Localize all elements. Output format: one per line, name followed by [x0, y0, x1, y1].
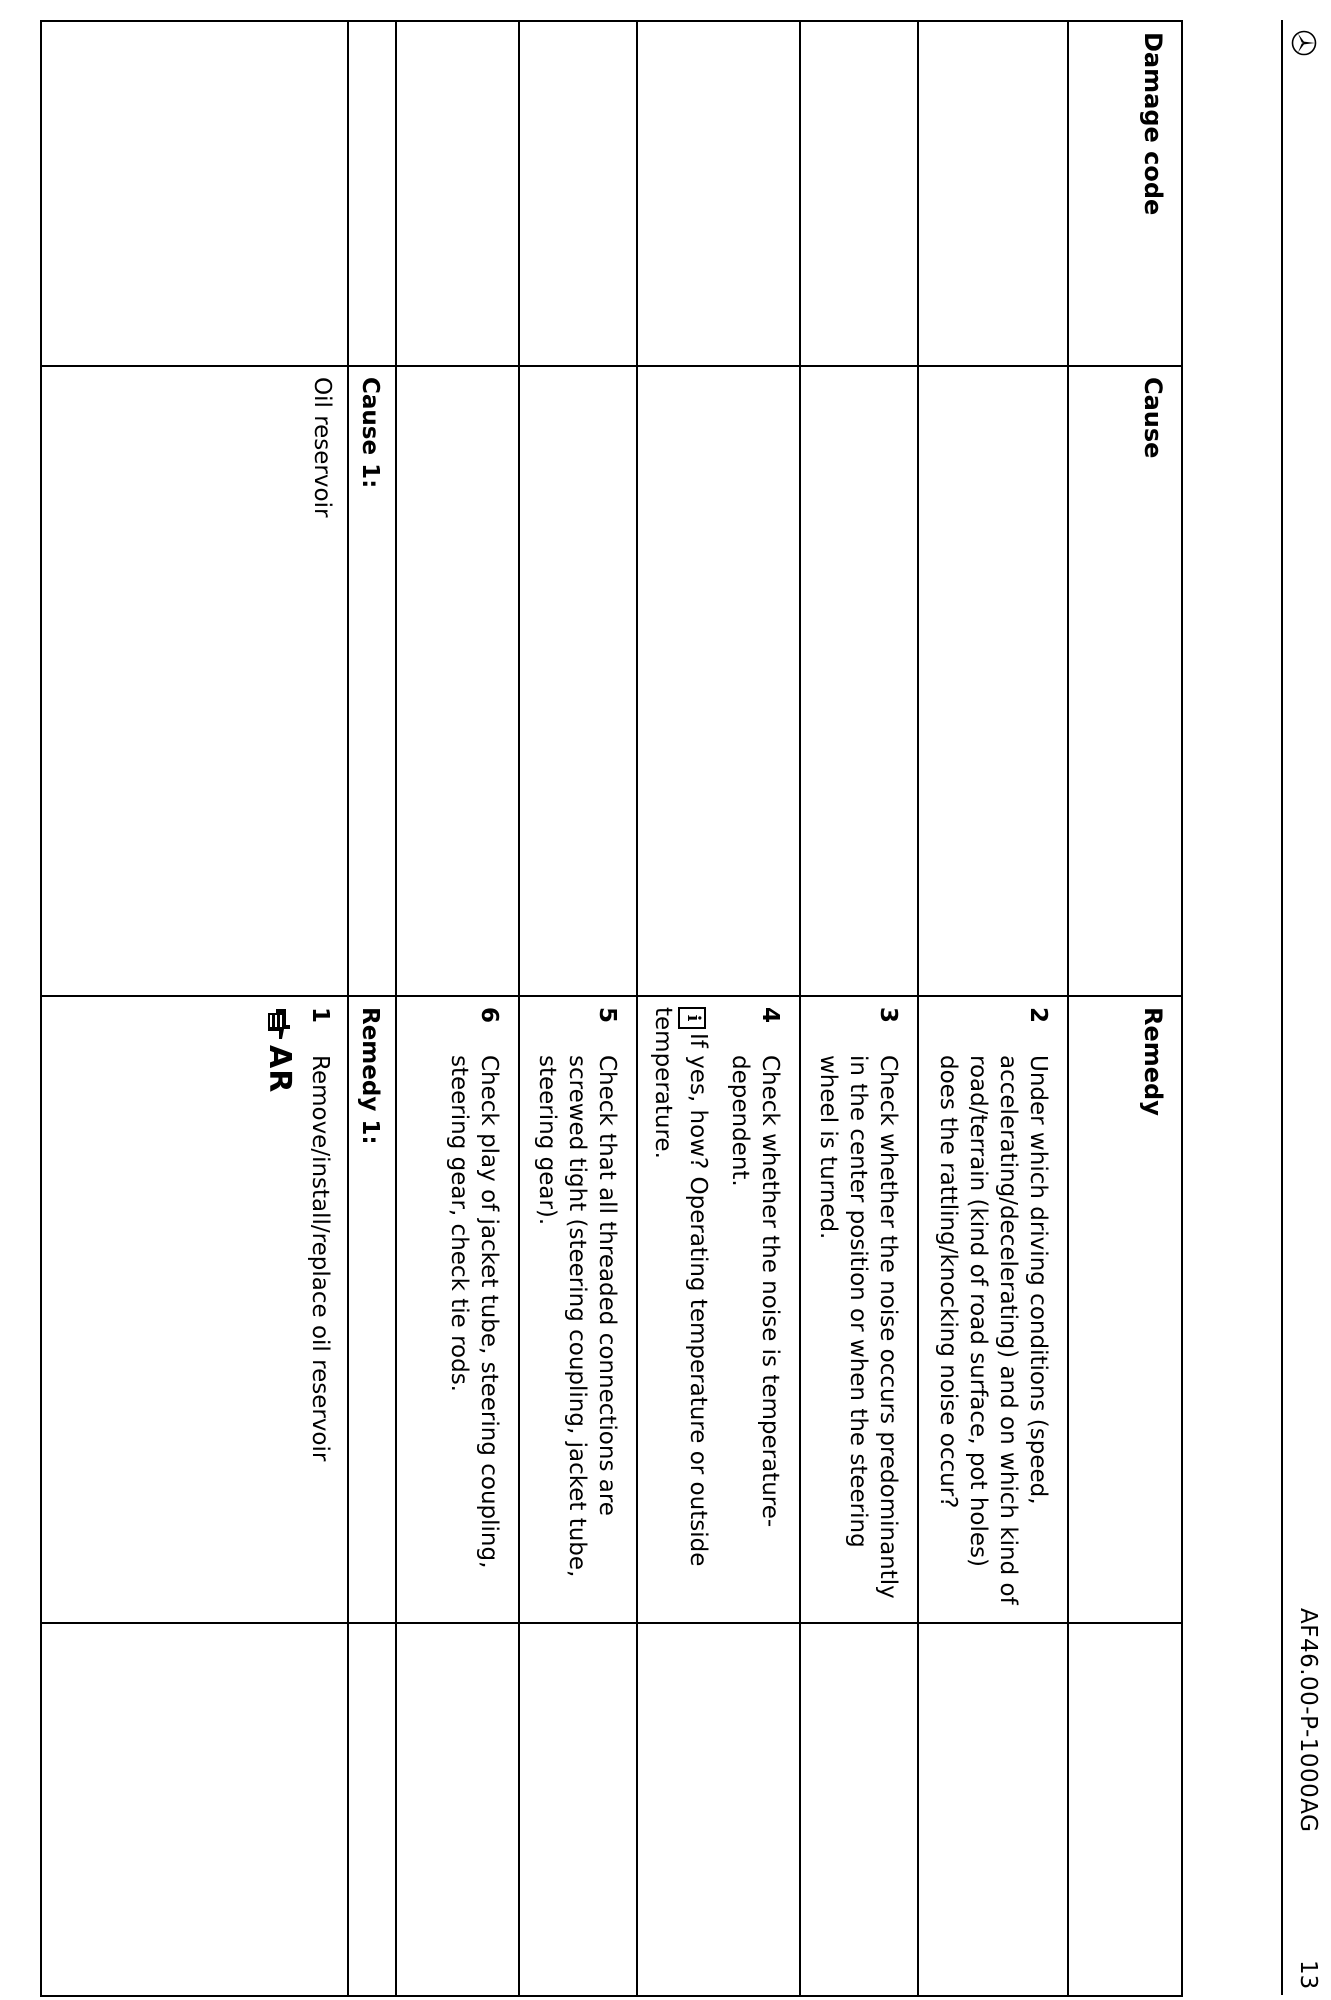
header-damage-code-cell: [1068, 21, 1182, 366]
step-text: Under which driving conditions (speed, accelerating/decelerating) and on which kind of road/terrain (kind of road surface, pot holes) does the rattling/knocking noise occur?: [935, 1055, 1051, 1605]
remedy-step-cell: [918, 996, 1068, 1623]
mercedes-star-icon: [1291, 30, 1317, 56]
info-icon: i: [678, 1007, 706, 1029]
cause-item: Oil reservoir: [309, 377, 335, 518]
step-text: Remove/install/replace oil reservoir: [307, 1055, 333, 1462]
header-blank-cell: [1068, 1623, 1182, 1996]
cause-section-cell: [348, 366, 396, 996]
header-damage-code: Damage code: [1139, 32, 1167, 216]
diagnosis-table: [40, 20, 1183, 1997]
step-number: 1: [307, 1007, 333, 1024]
section-row: [348, 21, 396, 1996]
cause-section-label: Cause 1:: [357, 377, 383, 489]
table-row: [800, 21, 918, 1996]
step-number: 5: [594, 1007, 620, 1024]
step-text: Check play of jacket tube, steering coupling, steering gear, check tie rods.: [446, 1055, 502, 1569]
ar-link-label[interactable]: AR: [262, 1045, 297, 1094]
header-remedy: Remedy: [1139, 1007, 1167, 1116]
remedy-section-label: Remedy 1:: [357, 1007, 383, 1145]
remedy-section-cell: [348, 996, 396, 1623]
step-number: 2: [1025, 1007, 1051, 1024]
table-header-row: [1068, 21, 1182, 1996]
step-text: Check that all threaded connections are screwed tight (steering coupling, jacket tube, steering gear).: [534, 1055, 620, 1578]
remedy-step: [713, 997, 799, 1622]
remedy-step-cell: [800, 996, 918, 1623]
cause-item-cell: [41, 366, 348, 996]
step-number: 4: [757, 1007, 783, 1024]
remedy-step-cell: [396, 996, 519, 1623]
header-cause: Cause: [1139, 377, 1167, 459]
header-cause-cell: [1068, 366, 1182, 996]
info-text: If yes, how? Operating temperature or outside temperature.: [650, 1007, 711, 1567]
step-text: Check whether the noise is temperature-dependent.: [727, 1055, 783, 1528]
remedy-step-cell: [637, 996, 800, 1623]
remedy-step: [801, 997, 917, 1622]
table-row: [41, 21, 348, 1996]
header-remedy-cell: [1068, 996, 1182, 1623]
step-text: Check whether the noise occurs predominantly in the center position or when the steering wheel is turned.: [815, 1055, 901, 1599]
ar-link[interactable]: [262, 997, 301, 1622]
info-note: [638, 997, 713, 1622]
step-number: 3: [875, 1007, 901, 1024]
remedy-step-cell: [519, 996, 637, 1623]
table-row: [396, 21, 519, 1996]
remedy-step: [301, 997, 347, 1622]
table-row: [918, 21, 1068, 1996]
document-code: AF46.00-P-1000AG: [1295, 1608, 1321, 1833]
table-row: [637, 21, 800, 1996]
remedy-step: [921, 997, 1067, 1622]
remedy-step: [520, 997, 636, 1622]
step-number: 6: [476, 1007, 502, 1024]
remedy-step: [432, 997, 518, 1622]
page-number: 13: [1295, 1960, 1321, 1990]
remedy-item-cell: [41, 996, 348, 1623]
table-row: [519, 21, 637, 1996]
pointing-hand-icon: [265, 1007, 295, 1041]
header-divider: [1281, 20, 1283, 1995]
